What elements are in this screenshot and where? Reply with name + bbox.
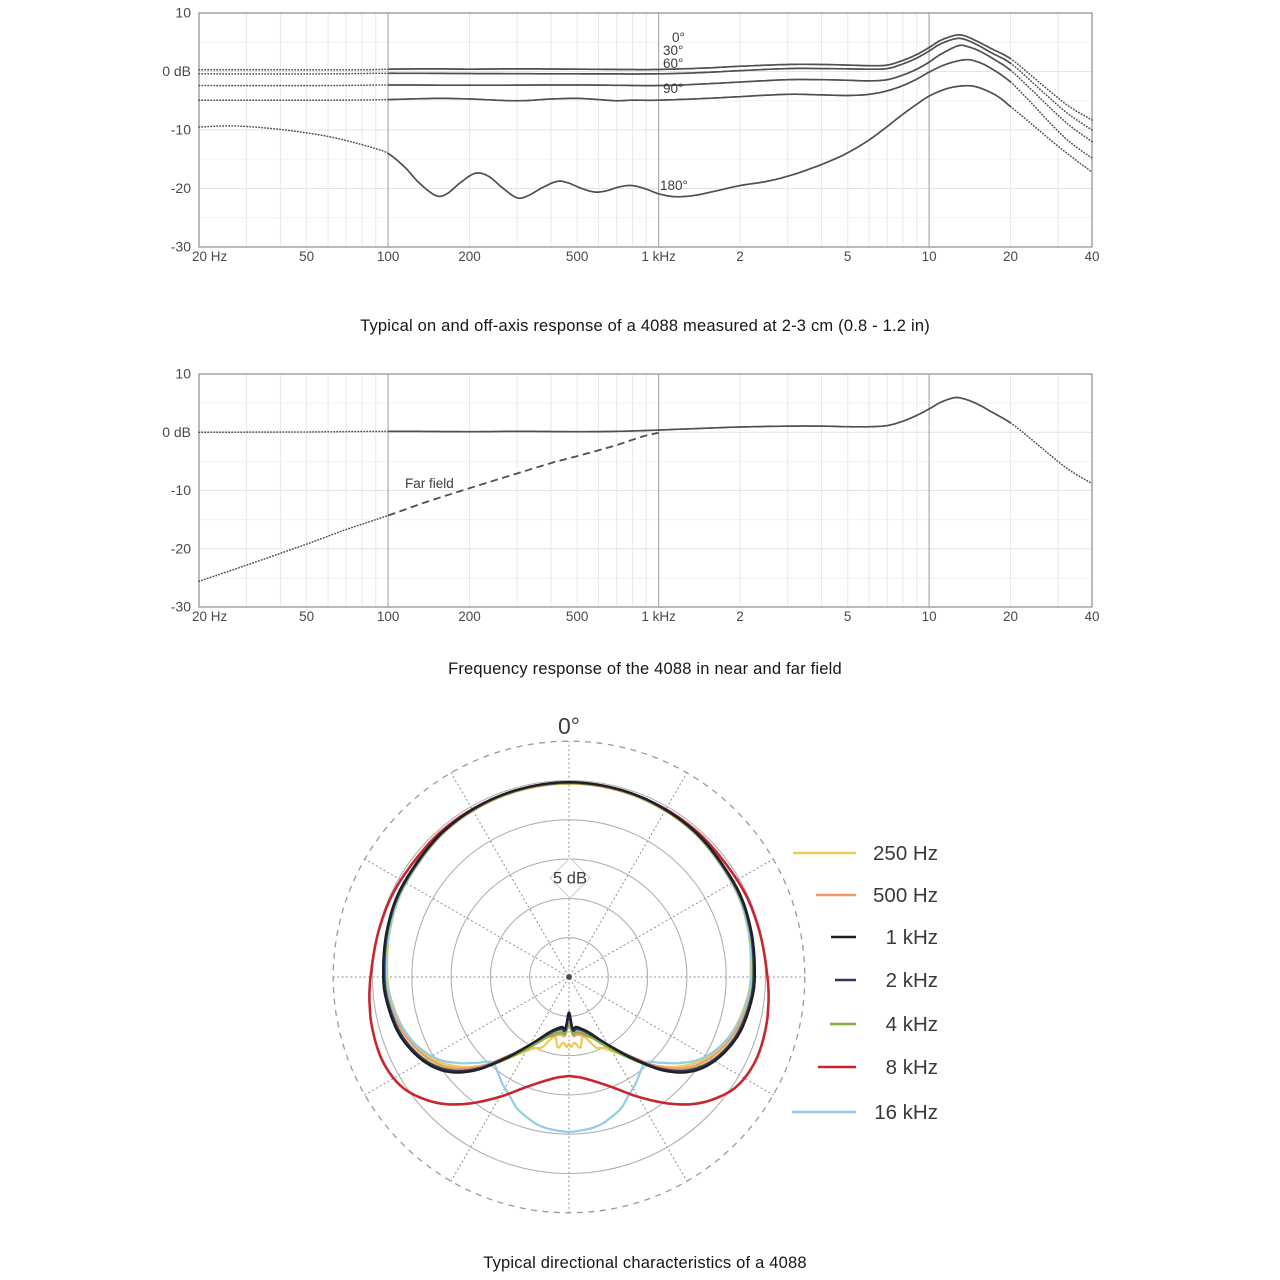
caption-on-off-axis: Typical on and off-axis response of a 4088 measured at 2-3 cm (0.8 - 1.2 in) — [360, 317, 930, 335]
y-tick-label: -30 — [170, 238, 191, 255]
curve-label: 180° — [660, 178, 688, 193]
x-tick-label: 20 Hz — [192, 249, 228, 264]
x-tick-label: 500 — [565, 249, 589, 264]
x-tick-label: 2 — [736, 249, 744, 264]
x-tick-label: 20 — [1003, 249, 1019, 264]
legend-item — [835, 969, 938, 992]
x-tick-label: 1 kHz — [641, 249, 676, 264]
legend-item — [816, 884, 938, 907]
curve-segment — [1011, 107, 1092, 173]
series-180 — [199, 86, 1092, 199]
x-tick-label: 40 — [1084, 249, 1100, 264]
curve-segment — [199, 85, 388, 86]
y-tick-label: 10 — [175, 365, 191, 382]
legend-label: 4 kHz — [885, 1013, 938, 1036]
y-tick-label: -20 — [170, 540, 191, 557]
curve-label: 30° — [663, 43, 684, 58]
curve-label: 60° — [663, 56, 684, 71]
curve-label: 0° — [672, 30, 685, 45]
y-tick-label: -10 — [170, 121, 191, 138]
y-tick-label: -10 — [170, 482, 191, 498]
curve-segment — [388, 433, 658, 516]
x-tick-label: 100 — [376, 249, 400, 264]
x-tick-label: 200 — [458, 249, 481, 264]
grid — [199, 13, 1092, 247]
x-tick-label: 5 — [843, 609, 852, 624]
series-60 — [199, 45, 1092, 141]
legend-label: 2 kHz — [885, 969, 938, 992]
curve-segment — [1011, 82, 1092, 158]
x-tick-label: 200 — [458, 609, 481, 624]
legend-label: 16 kHz — [874, 1101, 938, 1124]
x-tick-label: 40 — [1084, 609, 1100, 624]
legend-item — [793, 842, 938, 865]
x-axis-labels — [192, 609, 1100, 624]
legend-item — [818, 1056, 938, 1079]
y-tick-label: -20 — [170, 180, 191, 196]
polar-legend — [792, 842, 938, 1124]
curve-segment — [199, 100, 388, 101]
x-tick-label: 10 — [921, 249, 937, 264]
curve-segment — [199, 69, 388, 70]
caption-directional-characteristics: Typical directional characteristics of a 4088 — [483, 1254, 807, 1272]
x-tick-label: 100 — [376, 609, 400, 624]
series-30 — [199, 38, 1092, 130]
legend-item — [831, 926, 938, 949]
y-tick-label: 10 — [175, 4, 191, 21]
near-far-field-chart — [162, 366, 1099, 625]
x-tick-label: 5 — [843, 249, 852, 264]
curve-segment — [1011, 63, 1092, 130]
x-tick-label: 10 — [921, 609, 937, 624]
x-tick-label: 50 — [299, 609, 315, 624]
legend-item — [830, 1013, 938, 1036]
y-tick-label: 0 dB — [162, 423, 191, 440]
polar-chart — [333, 713, 938, 1213]
curve-label: 90° — [663, 81, 684, 96]
legend-item — [792, 1101, 938, 1124]
x-tick-label: 500 — [565, 609, 589, 624]
x-axis-labels — [192, 249, 1100, 264]
series-farfield — [199, 433, 659, 582]
ring-scale-label: 5 dB — [553, 869, 587, 888]
x-tick-label: 2 — [736, 609, 744, 624]
legend-label: 500 Hz — [873, 884, 938, 907]
y-axis-labels — [162, 5, 191, 255]
x-tick-label: 20 Hz — [192, 609, 228, 624]
curve-segment — [199, 73, 388, 74]
x-tick-label: 1 kHz — [641, 609, 676, 624]
x-tick-label: 50 — [299, 249, 315, 264]
y-tick-label: 0 dB — [162, 63, 191, 79]
legend-label: 1 kHz — [885, 926, 938, 949]
on-off-axis-chart — [162, 5, 1099, 265]
legend-label: 250 Hz — [873, 842, 938, 865]
series-0 — [199, 30, 1092, 120]
zero-degree-label: 0° — [558, 713, 580, 739]
x-tick-label: 20 — [1003, 609, 1019, 624]
curve-label: Far field — [405, 476, 454, 491]
curve-segment — [1011, 70, 1092, 141]
polar-center-dot — [566, 974, 572, 980]
caption-near-far-field: Frequency response of the 4088 in near and far field — [448, 660, 842, 678]
y-tick-label: -30 — [170, 598, 191, 615]
grid — [199, 374, 1092, 607]
curve-segment — [1011, 59, 1092, 121]
y-axis-labels — [162, 366, 191, 615]
series-nearfield — [199, 398, 1092, 484]
legend-label: 8 kHz — [885, 1056, 938, 1079]
